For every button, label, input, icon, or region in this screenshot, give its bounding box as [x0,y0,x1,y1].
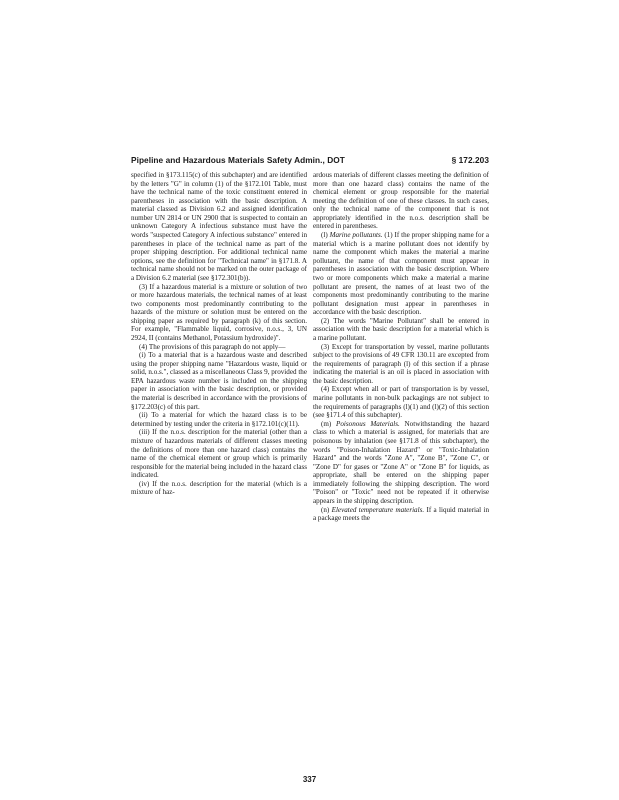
paragraph: (ii) To a material for which the hazard class is to be determined by testing under the criteria in §172.101(c)(11). [131,411,307,428]
paragraph-heading: Marine pollutants. [329,231,383,240]
paragraph: (i) To a material that is a hazardous waste and described using the proper shipping name "Hazardous waste, liquid or solid, n.o.s.", classed as a miscellaneous Class 9, provided the EPA hazardous waste number is included on the shipping paper in association with the basic description, or provided the material is described in accordance with the provisions of §172.203(c) of this part. [131,351,307,411]
paragraph: (2) The words "Marine Pollutant" shall be entered in association with the basic description for a material which is a marine pollutant. [313,316,489,342]
header-title: Pipeline and Hazardous Materials Safety Admin., DOT [131,155,345,165]
paragraph: (4) The provisions of this paragraph do not apply— [139,342,286,351]
paragraph: (3) If a hazardous material is a mixture or solution of two or more hazardous materials, the technical names of at least two components most predominantly contributing to the hazards of the mixture or solution must be entered on the shipping paper as required by paragraph (k) of this section. For example, "Flammable liquid, corrosive, n.o.s., 3, UN 2924, II (contains Methanol, Potassium hydroxide)". [131,282,307,342]
paragraph-label: (m) [321,419,337,428]
header-section-number: § 172.203 [451,155,489,165]
paragraph: (4) Except when all or part of transportation is by vessel, marine pollutants in non-bulk packagings are not subject to the requirements of paragraphs (l)(1) and (l)(2) of this section (see §171.4 of this subchapter). [313,385,489,420]
page-number: 337 [302,775,317,784]
paragraph-text: If a liquid material in a package meets the [313,505,490,523]
paragraph [313,420,489,506]
paragraph: ardous materials of different classes meeting the definition of more than one hazard class) contains the name of the chemical element or group responsible for the material meeting the definition of one of these classes. In such cases, only the technical name of the component that is not appropriately identified in the n.o.s. description shall be entered in parentheses. [313,171,489,231]
paragraph [313,506,489,523]
paragraph [313,231,489,317]
paragraph-heading: Elevated temperature materials. [331,505,425,514]
paragraph: (iv) If the n.o.s. description for the material (which is a mixture of haz- [131,479,307,497]
paragraph: specified in §173.115(c) of this subchapter) and are identified by the letters "G" in column (1) of the §172.101 Table, must have the technical name of the toxic constituent entered in parentheses in association with the basic description. A material classed as Division 6.2 and assigned identification number UN 2814 or UN 2900 that is suspected to contain an unknown Category A infectious substance must have the words "suspected Category A infectious substance" entered in parentheses in place of the technical name as part of the proper shipping description. For additional technical name options, see the definition for "Technical name" in §171.8. A technical name should not be marked on the outer package of a Division 6.2 material (see §172.301(b)). [131,171,307,282]
paragraph: (iii) If the n.o.s. description for the material (other than a mixture of hazardous materials of different classes meeting the definitions of more than one hazard class) contains the name of the chemical element or group which is primarily responsible for the material being included in the hazard class indicated. [131,428,307,480]
right-column [313,171,489,523]
paragraph: (3) Except for transportation by vessel, marine pollutants subject to the provisions of 49 CFR 130.11 are excepted from the requirements of paragraph (l) of this section if a phrase indicating the material is an oil is placed in association with the basic description. [313,342,489,385]
paragraph-label: (l) [321,231,330,240]
paragraph-text: (1) If the proper shipping name for a material which is a marine pollutant does not identify by name the component which makes the material a marine pollutant, the name of that component must appear in parentheses in association with the basic description. Where two or more components which make a material a marine pollutant are present, the names of at least two of the components most predominantly contributing to the marine pollutant designation must appear in parentheses in accordance with the basic description. [313,231,489,317]
paragraph-text: Notwithstanding the hazard class to which a material is assigned, for materials that are poisonous by inhalation (see §171.8 of this subchapter), the words "Poison-Inhalation Hazard" or "Toxic-Inhalation Hazard" and the words "Zone A", "Zone B", "Zone C", or "Zone D" for gases or "Zone A" or "Zone B" for liquids, as appropriate, shall be entered on the shipping paper immediately following the shipping description. The word "Poison" or "Toxic" need not be repeated if it otherwise appears in the shipping description. [313,419,489,505]
paragraph-label: (n) [321,505,332,514]
paragraph-heading: Poisonous Materials. [336,419,400,428]
left-column [131,171,307,497]
running-header [131,155,489,167]
